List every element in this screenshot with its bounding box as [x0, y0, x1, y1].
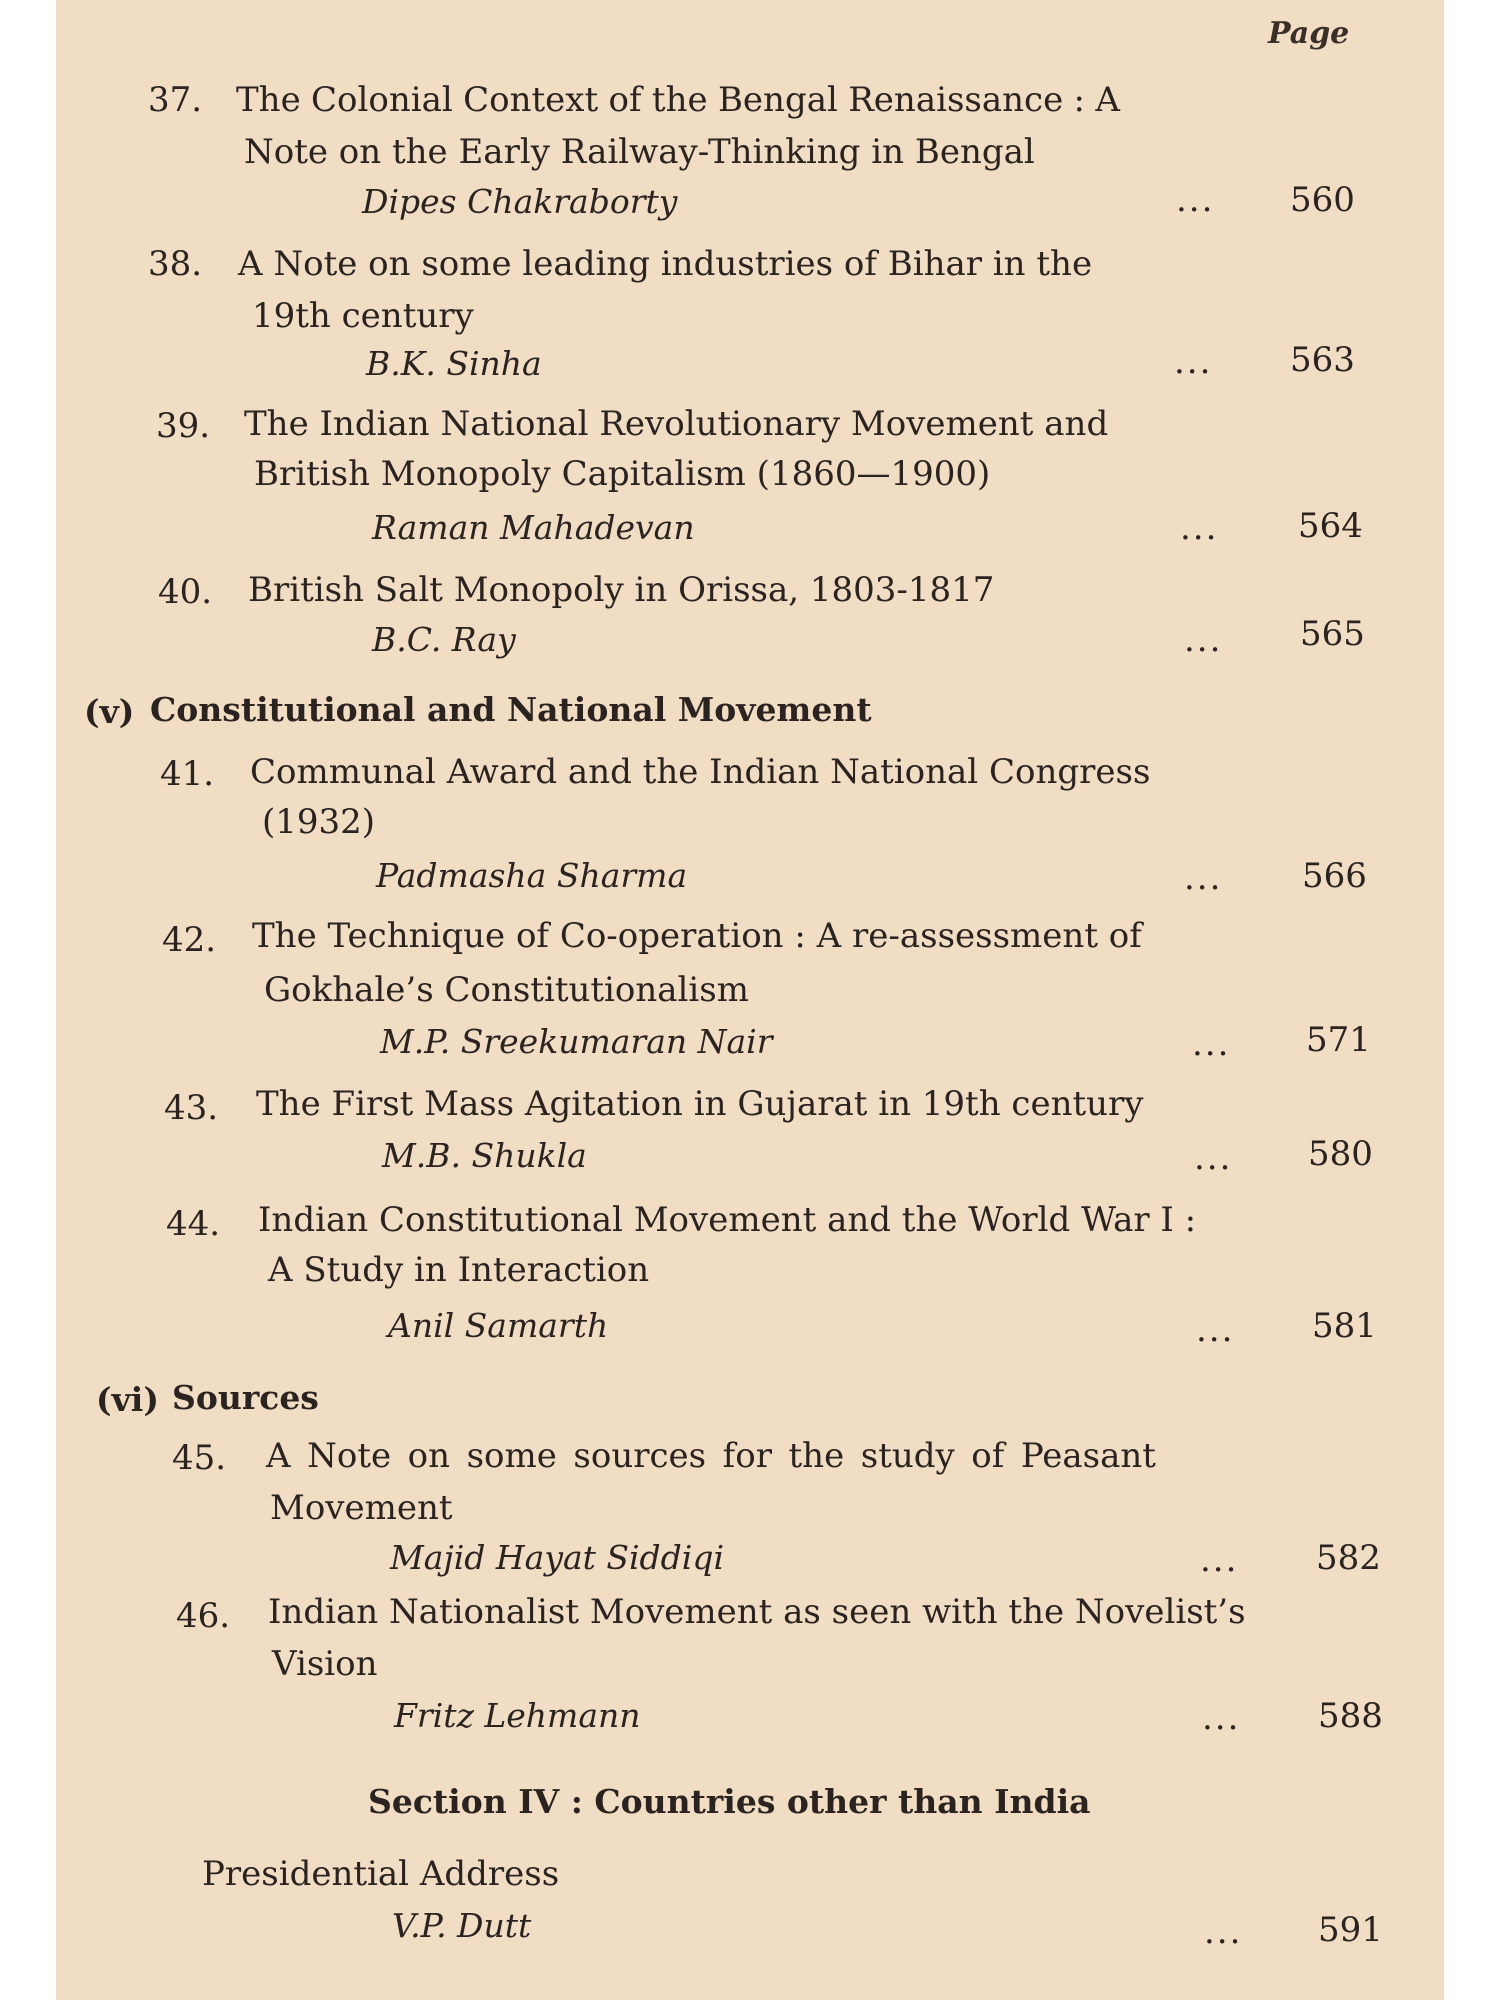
dot-leader: ...	[1174, 342, 1213, 382]
entry-title-line: The Colonial Context of the Bengal Renaissance : A	[236, 80, 1120, 120]
entry-title-line: Communal Award and the Indian National Congress	[250, 752, 1151, 792]
entry-author: M.P. Sreekumaran Nair	[380, 1022, 773, 1061]
dot-leader: ...	[1194, 1138, 1233, 1178]
entry-page-number: 563	[1290, 340, 1355, 380]
section-label: (vi)	[96, 1380, 159, 1419]
dot-leader: ...	[1202, 1698, 1241, 1738]
entry-title-line: The Technique of Co-operation : A re-assessment of	[252, 916, 1142, 956]
entry-title-line: Presidential Address	[202, 1854, 560, 1894]
entry-author: Dipes Chakraborty	[362, 182, 678, 221]
entry-page-number: 580	[1308, 1134, 1373, 1174]
entry-title-line: The Indian National Revolutionary Movement and	[244, 404, 1109, 444]
entry-page-number: 591	[1318, 1910, 1383, 1950]
section-label: (v)	[84, 692, 135, 731]
entry-author: B.C. Ray	[372, 620, 516, 659]
entry-author: Anil Samarth	[388, 1306, 609, 1345]
part-heading: Section IV : Countries other than India	[368, 1782, 1091, 1821]
dot-leader: ...	[1184, 858, 1223, 898]
entry-page-number: 571	[1306, 1020, 1371, 1060]
entry-number: 42.	[162, 920, 217, 960]
entry-number: 39.	[156, 406, 211, 446]
entry-title-line: Note on the Early Railway-Thinking in Bengal	[244, 132, 1035, 172]
entry-title-line: Gokhale’s Constitutionalism	[264, 970, 749, 1010]
entry-number: 38.	[148, 244, 203, 284]
entry-author: B.K. Sinha	[366, 344, 542, 383]
entry-page-number: 582	[1316, 1538, 1381, 1578]
entry-title-line: British Salt Monopoly in Orissa, 1803-1817	[248, 570, 995, 610]
entry-page-number: 564	[1298, 506, 1363, 546]
entry-title-line: Movement	[270, 1488, 453, 1528]
entry-page-number: 581	[1312, 1306, 1377, 1346]
entry-page-number: 560	[1290, 180, 1355, 220]
dot-leader: ...	[1200, 1540, 1239, 1580]
section-title: Constitutional and National Movement	[150, 690, 872, 729]
entry-title-line: Indian Constitutional Movement and the World War I :	[258, 1200, 1197, 1240]
entry-author: Fritz Lehmann	[394, 1696, 641, 1735]
entry-page-number: 565	[1300, 614, 1365, 654]
entry-author: M.B. Shukla	[382, 1136, 587, 1175]
dot-leader: ...	[1176, 180, 1215, 220]
entry-page-number: 588	[1318, 1696, 1383, 1736]
section-title: Sources	[172, 1378, 319, 1417]
entry-title-line: Indian Nationalist Movement as seen with the Novelist’s	[268, 1592, 1246, 1632]
dot-leader: ...	[1180, 508, 1219, 548]
entry-number: 46.	[176, 1596, 231, 1636]
dot-leader: ...	[1192, 1024, 1231, 1064]
entry-number: 40.	[158, 572, 213, 612]
dot-leader: ...	[1204, 1912, 1243, 1952]
entry-number: 44.	[166, 1204, 221, 1244]
entry-title-line: A Note on some leading industries of Bihar in the	[238, 244, 1093, 284]
entry-title-line: The First Mass Agitation in Gujarat in 19th century	[256, 1084, 1144, 1124]
entry-number: 37.	[148, 80, 203, 120]
page-column-heading: Page	[1268, 16, 1350, 51]
entry-page-number: 566	[1302, 856, 1367, 896]
entry-title-line: A Note on some sources for the study of Peasant	[266, 1436, 1156, 1476]
entry-author: Padmasha Sharma	[376, 856, 688, 895]
entry-number: 43.	[164, 1088, 219, 1128]
entry-author: V.P. Dutt	[392, 1906, 532, 1945]
dot-leader: ...	[1196, 1310, 1235, 1350]
entry-title-line: A Study in Interaction	[268, 1250, 650, 1290]
entry-author: Raman Mahadevan	[372, 508, 695, 547]
entry-number: 45.	[172, 1438, 227, 1478]
entry-number: 41.	[160, 754, 215, 794]
entry-author: Majid Hayat Siddiqi	[390, 1538, 725, 1577]
dot-leader: ...	[1184, 620, 1223, 660]
entry-title-line: British Monopoly Capitalism (1860—1900)	[254, 454, 991, 494]
entry-title-line: Vision	[272, 1644, 378, 1684]
entry-title-line: 19th century	[252, 296, 474, 336]
entry-title-line: (1932)	[262, 802, 376, 842]
